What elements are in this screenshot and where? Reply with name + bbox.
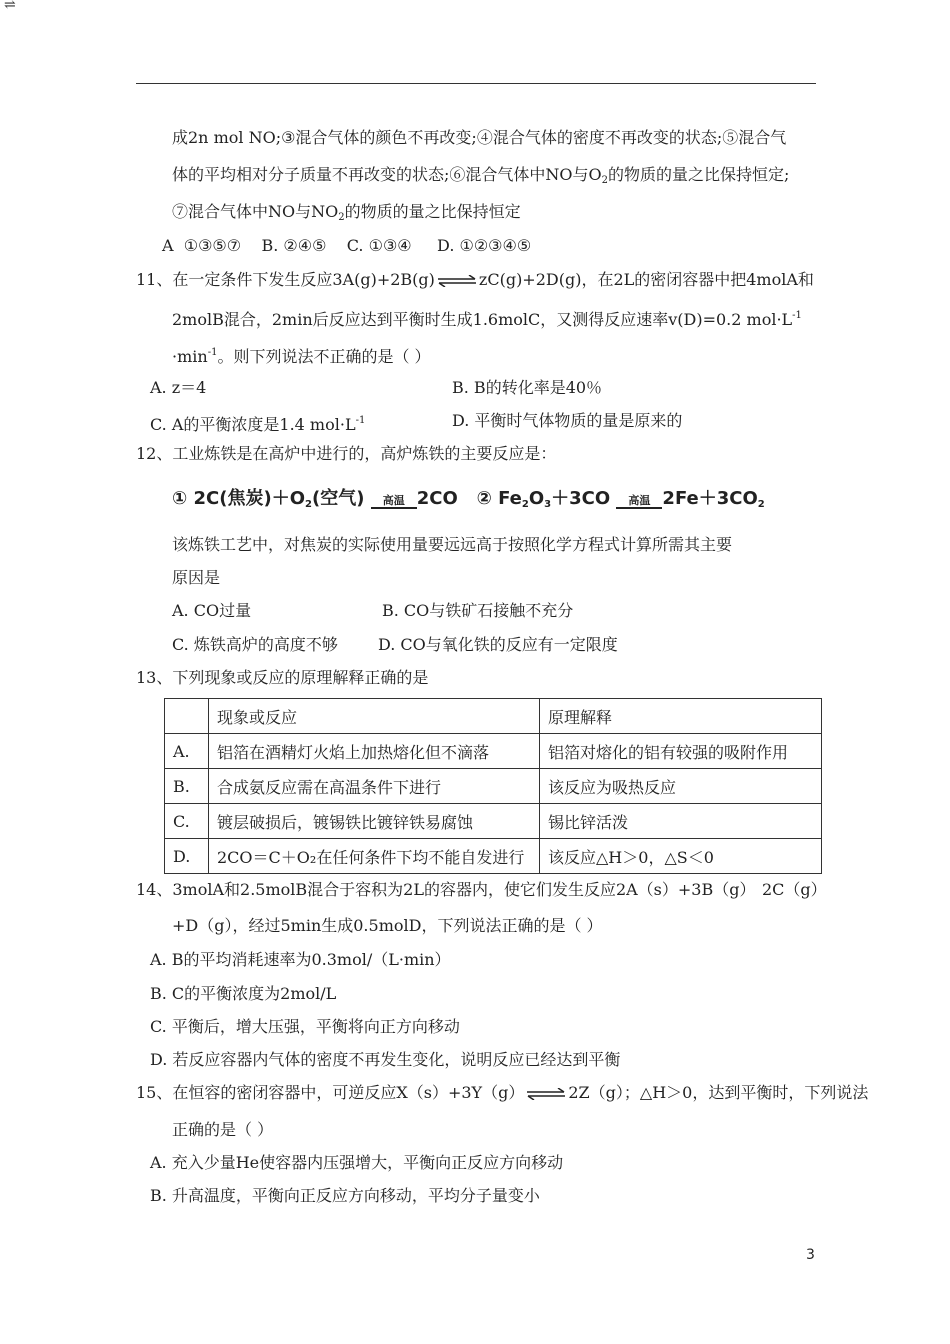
equilibrium-arrow-icon — [437, 275, 477, 287]
q14-line2: +D（g），经过5min生成0.5molD，下列说法正确的是（ ） — [172, 916, 603, 935]
q13-stem: 13、下列现象或反应的原理解释正确的是 — [136, 668, 429, 687]
q14-option-d: D. 若反应容器内气体的密度不再发生变化，说明反应已经达到平衡 — [150, 1050, 621, 1069]
q13-table — [164, 698, 822, 874]
q10-options: A ①③⑤⑦ B. ②④⑤ C. ①③④ D. ①②③④⑤ — [162, 236, 532, 255]
corner-equilibrium-arrows: ⇌ — [4, 0, 16, 13]
q11-option-d: D. 平衡时气体物质的量是原来的 — [452, 411, 683, 430]
q15-option-b: B. 升高温度，平衡向正反应方向移动，平均分子量变小 — [150, 1186, 540, 1205]
q10-line3: ⑦混合气体中NO与$NO_2$的物质的量之比保持恒定 — [172, 202, 521, 223]
q11-option-b: B. B的转化率是40％ — [452, 378, 603, 397]
table-row: D. 2CO＝C＋O₂在任何条件下均不能自发进行 该反应△H＞0，△S＜0 — [165, 839, 822, 874]
table-row: A. 铝箔在酒精灯火焰上加热熔化但不滴落 铝箔对熔化的铝有较强的吸附作用 — [165, 734, 822, 769]
q12-option-b: B. CO与铁矿石接触不充分 — [382, 601, 574, 620]
q14-line1-product: 2C（g） — [762, 880, 827, 899]
q11-option-c: C. A的平衡浓度是1.4 $mol\cdot L^{-1}$ — [150, 415, 366, 434]
table-row: C. 镀层破损后，镀锡铁比镀锌铁易腐蚀 锡比锌活泼 — [165, 804, 822, 839]
q14-option-a: A. B的平均消耗速率为0.3mol/（L·min） — [150, 950, 451, 969]
header-rule — [136, 83, 816, 84]
q10-line2: 体的平均相对分子质量不再改变的状态;⑥混合气体中NO与$O_2$的物质的量之比保持恒定; — [172, 165, 790, 186]
q12-option-d: D. CO与氧化铁的反应有一定限度 — [378, 635, 618, 654]
table-row: B. 合成氨反应需在高温条件下进行 该反应为吸热反应 — [165, 769, 822, 804]
q15-option-a: A. 充入少量He使容器内压强增大，平衡向正反应方向移动 — [150, 1153, 564, 1172]
q11-line2: 2molB混合，2min后反应达到平衡时生成1.6molC，又测得反应速率v(D)=0.2 $mol\cdot L^{-1}$ — [172, 310, 802, 329]
q11-option-a: A. z＝4 — [150, 378, 207, 397]
reaction-condition-arrow: 高温 — [616, 496, 662, 509]
table-header-row: 现象或反应 原理解释 — [165, 699, 822, 734]
q12-line3: 原因是 — [172, 568, 221, 587]
q12-option-c: C. 炼铁高炉的高度不够 — [172, 635, 338, 654]
q15-line1: 15、在恒容的密闭容器中，可逆反应X（s）+3Y（g） 2Z（g）；△H＞0，达到平衡时，下列说法 — [136, 1083, 869, 1102]
q15-line2: 正确的是（ ） — [172, 1120, 274, 1139]
page-number: 3 — [806, 1247, 815, 1263]
q12-stem: 12、工业炼铁是在高炉中进行的，高炉炼铁的主要反应是： — [136, 444, 557, 463]
q11-line1: 11、在一定条件下发生反应3A(g)+2B(g) zC(g)+2D(g)，在2L的密闭容器中把4molA和 — [136, 270, 814, 289]
reaction-condition-arrow: 高温 — [371, 496, 417, 509]
equilibrium-arrow-icon — [526, 1088, 566, 1100]
q12-equations: ① 2C(焦炭)$+O_2$(空气) 高温 2CO ② $Fe_2O_3+3CO$ 高温 $2Fe+3CO_2$ — [172, 488, 765, 510]
q14-option-b: B. C的平衡浓度为2mol/L — [150, 984, 337, 1003]
q14-option-c: C. 平衡后，增大压强，平衡将向正方向移动 — [150, 1017, 460, 1036]
q10-line1: 成2n mol NO;③混合气体的颜色不再改变;④混合气体的密度不再改变的状态;⑤混合气 — [172, 128, 787, 147]
q12-line2: 该炼铁工艺中，对焦炭的实际使用量要远远高于按照化学方程式计算所需其主要 — [172, 535, 733, 554]
q11-line3: $\cdot\min^{-1}$。则下列说法不正确的是（ ） — [172, 347, 431, 366]
q14-line1: 14、3molA和2.5molB混合于容积为2L的容器内，使它们发生反应2A（s）+3B（g） — [136, 880, 756, 899]
q12-option-a: A. CO过量 — [172, 601, 252, 620]
